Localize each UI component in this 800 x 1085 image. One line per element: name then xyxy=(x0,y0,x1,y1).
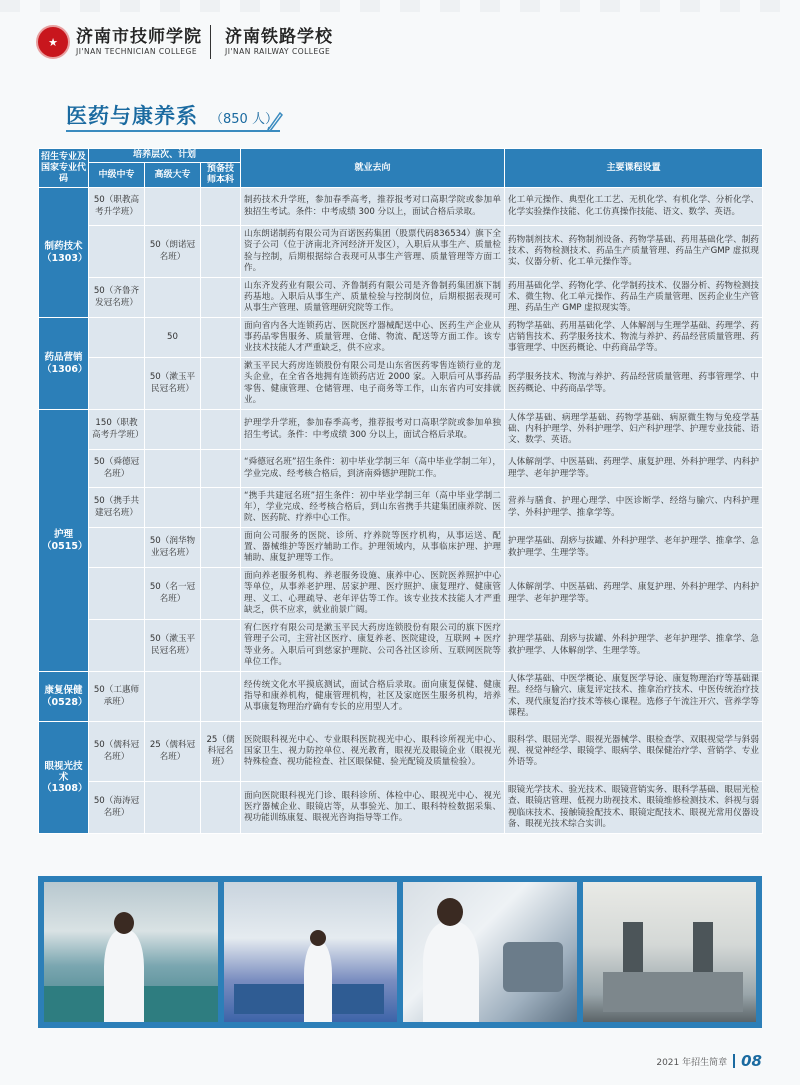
photo-strip xyxy=(38,876,762,1028)
school-header xyxy=(36,22,333,62)
page-number: 08 xyxy=(741,1052,762,1070)
mid-cell xyxy=(89,568,145,620)
high-cell xyxy=(145,410,201,450)
table-row xyxy=(39,528,763,568)
school-name-cn: 济南市技师学院 xyxy=(76,27,202,47)
prep-cell xyxy=(201,188,241,226)
high-cell xyxy=(145,188,201,226)
table-row xyxy=(39,722,763,782)
decorative-stripe xyxy=(0,0,800,12)
course-cell: 人体解剖学、中医基础、药理学、康复护理、外科护理学、内科护理学、老年护理学等。 xyxy=(505,450,763,488)
destination-cell: 面向省内各大连锁药店、医院医疗器械配送中心、医药生产企业从事药品零售服务、质量管理、仓储、物流、配送等方面工作。该专业技术技能人才严重缺乏，供不应求。 xyxy=(241,318,505,358)
high-cell: 50（名一冠名班） xyxy=(145,568,201,620)
mid-cell: 50（舜德冠名班） xyxy=(89,450,145,488)
school-seal-icon: ★ xyxy=(36,25,70,59)
table-row xyxy=(39,358,763,410)
mid-cell xyxy=(89,620,145,672)
footer-divider xyxy=(733,1054,735,1068)
course-cell: 药用基础化学、药物化学、化学制药技术、仪器分析、药物检测技术、微生物、化工单元操作、药品生产质量管理、医药企业生产管理、药品生产 GMP 虚拟现实等。 xyxy=(505,278,763,318)
prep-cell xyxy=(201,672,241,722)
prep-cell xyxy=(201,358,241,410)
table-row xyxy=(39,278,763,318)
header-mid: 中级中专 xyxy=(89,163,145,188)
department-count: （850 人） xyxy=(210,112,278,127)
optometry-exam-photo-icon xyxy=(403,882,577,1022)
section-title xyxy=(66,100,278,130)
course-cell: 护理学基础、刮痧与拔罐、外科护理学、老年护理学、推拿学、急救护理学、人体解剖学、生理学等。 xyxy=(505,620,763,672)
major-cell: 制药技术（1303） xyxy=(39,188,89,318)
prep-cell xyxy=(201,410,241,450)
destination-cell: 面向养老服务机构、养老服务设施、康养中心、医院医养照护中心等单位，从事养老护理、居家护理、医疗照护、康复理疗、健康管理、义工、心理疏导、老年评估等工作。该专业技术技能人才严重缺乏，供不应求，就业前景广阔。 xyxy=(241,568,505,620)
course-cell: 人体学基础、病理学基础、药物学基础、病原微生物与免疫学基础、内科护理学、外科护理学、妇产科护理学、护理专业技能、语文、数学、英语。 xyxy=(505,410,763,450)
high-cell xyxy=(145,278,201,318)
prep-cell xyxy=(201,226,241,278)
mid-cell: 50（海涛冠名班） xyxy=(89,782,145,834)
high-cell: 50（漱玉平民冠名班） xyxy=(145,358,201,410)
school-name-en: JI'NAN TECHNICIAN COLLEGE xyxy=(76,47,198,56)
course-cell: 护理学基础、刮痧与拔罐、外科护理学、老年护理学、推拿学、急救护理学、生理学等。 xyxy=(505,528,763,568)
prep-cell xyxy=(201,782,241,834)
prep-cell xyxy=(201,318,241,358)
prep-cell xyxy=(201,620,241,672)
mid-cell xyxy=(89,528,145,568)
header-courses: 主要课程设置 xyxy=(505,149,763,188)
brochure-year: 2021 年招生简章 xyxy=(656,1057,728,1068)
destination-cell: 漱玉平民大药房连锁股份有限公司是山东省医药零售连锁行业的龙头企业，在全省各地拥有连锁药店近 2000 家。入职后可从事药品零售、健康管理、仓储管理、电子商务等工作，山东省内可安排就业。 xyxy=(241,358,505,410)
table-row xyxy=(39,318,763,358)
course-cell: 眼科学、眼屈光学、眼视光器械学、眼检查学、双眼视觉学与斜弱视、视觉神经学、眼镜学、眼病学、眼保健治疗学、营销学、专业外语等。 xyxy=(505,722,763,782)
header-destination: 就业去向 xyxy=(241,149,505,188)
prep-cell xyxy=(201,568,241,620)
header-prep: 预备技师本科 xyxy=(201,163,241,188)
destination-cell: 宥仁医疗有限公司是漱玉平民大药房连锁股份有限公司的旗下医疗管理子公司，主营社区医疗、康复养老、医院建设，互联网 + 医疗等业务。入职后可到慈家护理院、公司各社区诊所、互联网医院等单位工作。 xyxy=(241,620,505,672)
high-cell: 50（润华物业冠名班） xyxy=(145,528,201,568)
school2-name-block xyxy=(225,27,333,57)
major-cell: 眼视光技术（1308） xyxy=(39,722,89,834)
major-cell: 护理（0515） xyxy=(39,410,89,672)
table-header-row xyxy=(39,149,763,163)
pen-icon xyxy=(266,110,284,132)
prep-cell xyxy=(201,278,241,318)
course-cell: 眼镜光学技术、验光技术、眼镜营销实务、眼科学基础、眼屈光检查、眼镜店管理、低视力助视技术、眼镜维修检测技术、斜视与弱视临床技术、接触镜验配技术、眼镜定配技术、眼视光常用仪器设备、眼视光技术综合实训。 xyxy=(505,782,763,834)
destination-cell: 面向医院眼科视光门诊、眼科诊所、体检中心、眼视光中心、视光医疗器械企业、眼镜店等，从事验光、加工、眼科特检数据采集、视功能训练康复、眼视光咨询指导等工作。 xyxy=(241,782,505,834)
table-row xyxy=(39,188,763,226)
destination-cell: 医院眼科视光中心、专业眼科医院视光中心、眼科诊所视光中心、国家卫生、视力防控单位、视光教育，眼视光及眼镜企业（眼视光特殊检查、视功能检查、社区眼保健、验光配镜及质量检验）。 xyxy=(241,722,505,782)
destination-cell: 制药技术升学班，参加春季高考，推荐报考对口高职学院或参加单独招生考试。条件：中考成绩 300 分以上，面试合格后录取。 xyxy=(241,188,505,226)
school-name-block xyxy=(76,27,202,57)
nursing-training-room-photo-icon xyxy=(224,882,398,1022)
department-title: 医药与康养系 xyxy=(66,104,198,128)
table-row xyxy=(39,226,763,278)
page-footer xyxy=(656,1052,762,1070)
prep-cell: 25（儒科冠名班） xyxy=(201,722,241,782)
course-cell: 人体解剖学、中医基础、药理学、康复护理、外科护理学、内科护理学、老年护理学等。 xyxy=(505,568,763,620)
table-row xyxy=(39,782,763,834)
high-cell: 50（朗诺冠名班） xyxy=(145,226,201,278)
table-row xyxy=(39,620,763,672)
mid-cell: 50（儒科冠名班） xyxy=(89,722,145,782)
header-major: 招生专业及国家专业代码 xyxy=(39,149,89,188)
school2-name-cn: 济南铁路学校 xyxy=(225,27,333,47)
course-cell: 药物制剂技术、药物制剂设备、药物学基础、药用基础化学、制药技术、药物检测技术、药品生产质量管理、药品生产GMP 虚拟现实、仪器分析、化工单元操作等。 xyxy=(505,226,763,278)
prep-cell xyxy=(201,528,241,568)
mid-cell: 50（携手共建冠名班） xyxy=(89,488,145,528)
destination-cell: 山东齐发药业有限公司、齐鲁制药有限公司是齐鲁制药集团旗下制药基地。入职后从事生产、质量检验与控制岗位，后期根据表现可从事生产管理、质量管理研究院等工作。 xyxy=(241,278,505,318)
prep-cell xyxy=(201,450,241,488)
destination-cell: “舜德冠名班”招生条件：初中毕业学制三年（高中毕业学制二年），学业完成、经考核合格后，到济南舜德护理院工作。 xyxy=(241,450,505,488)
destination-cell: 经传统文化水平摸底测试，面试合格后录取。面向康复保健、健康指导和康养机构，健康管理机构，社区及家庭医生服务机构，培养从事康复物理治疗确有专长的应用型人才。 xyxy=(241,672,505,722)
high-cell: 50（漱玉平民冠名班） xyxy=(145,620,201,672)
high-cell xyxy=(145,488,201,528)
header-divider xyxy=(210,25,211,59)
high-cell xyxy=(145,782,201,834)
optometry-equipment-room-photo-icon xyxy=(583,882,757,1022)
table-row xyxy=(39,488,763,528)
destination-cell: 山东朗诺制药有限公司为百诺医药集团（股票代码836534）旗下全资子公司（位于济南北齐河经济开发区），入职后从事生产、质量检验与控制，后期根据综合表现可从事生产管理、质量管理等方面工作。 xyxy=(241,226,505,278)
mid-cell: 50（工惠师承班） xyxy=(89,672,145,722)
enrollment-table xyxy=(38,148,763,834)
destination-cell: 护理学升学班，参加春季高考，推荐报考对口高职学院或参加单独招生考试。条件：中考成绩 300 分以上，面试合格后录取。 xyxy=(241,410,505,450)
course-cell: 人体学基础、中医学概论、康复医学导论、康复物理治疗等基础课程。经络与腧穴、康复评定技术、推拿治疗技术、中医传统治疗技术、现代康复治疗技术等核心课程。选修子午流注开穴、营养学等课程。 xyxy=(505,672,763,722)
pharmacy-lab-photo-icon xyxy=(44,882,218,1022)
destination-cell: 面向公司服务的医院、诊所、疗养院等医疗机构，从事运送、配置、器械维护等医疗辅助工作。护理领域内，从事临床护理、护理辅助、康复护理等工作。 xyxy=(241,528,505,568)
high-cell: 50 xyxy=(145,318,201,358)
course-cell: 药学服务技术、物流与养护、药品经营质量管理、药事管理学、中医药概论、中药商品学等。 xyxy=(505,358,763,410)
mid-cell: 50（齐鲁齐发冠名班） xyxy=(89,278,145,318)
course-cell: 化工单元操作、典型化工工艺、无机化学、有机化学、分析化学、化学实验操作技能、化工仿真操作技能、语文、数学、英语。 xyxy=(505,188,763,226)
school2-name-en: JI'NAN RAILWAY COLLEGE xyxy=(225,47,331,56)
header-levels: 培养层次、计划 xyxy=(89,149,241,163)
table-row xyxy=(39,450,763,488)
mid-cell xyxy=(89,318,145,358)
destination-cell: “携手共建冠名班”招生条件：初中毕业学制三年（高中毕业学制二年），学业完成、经考核合格后，到山东省携手共建集团康养院、医院、医药院、疗养中心工作。 xyxy=(241,488,505,528)
major-cell: 康复保健（0528） xyxy=(39,672,89,722)
course-cell: 药物学基础、药用基础化学、人体解剖与生理学基础、药理学、药店销售技术、药学服务技术、物流与养护、药品经营质量管理、药事管理学、中医药概论、中药商品学等。 xyxy=(505,318,763,358)
prep-cell xyxy=(201,488,241,528)
header-high: 高级大专 xyxy=(145,163,201,188)
course-cell: 营养与膳食、护理心理学、中医诊断学、经络与腧穴、内科护理学、外科护理学、推拿学等。 xyxy=(505,488,763,528)
major-cell: 药品营销（1306） xyxy=(39,318,89,410)
mid-cell: 50（职教高考升学班） xyxy=(89,188,145,226)
mid-cell: 150（职教高考升学班） xyxy=(89,410,145,450)
title-underline xyxy=(66,130,280,132)
high-cell xyxy=(145,450,201,488)
mid-cell xyxy=(89,358,145,410)
table-row xyxy=(39,410,763,450)
table-row xyxy=(39,568,763,620)
mid-cell xyxy=(89,226,145,278)
high-cell: 25（儒科冠名班） xyxy=(145,722,201,782)
high-cell xyxy=(145,672,201,722)
table-row xyxy=(39,672,763,722)
